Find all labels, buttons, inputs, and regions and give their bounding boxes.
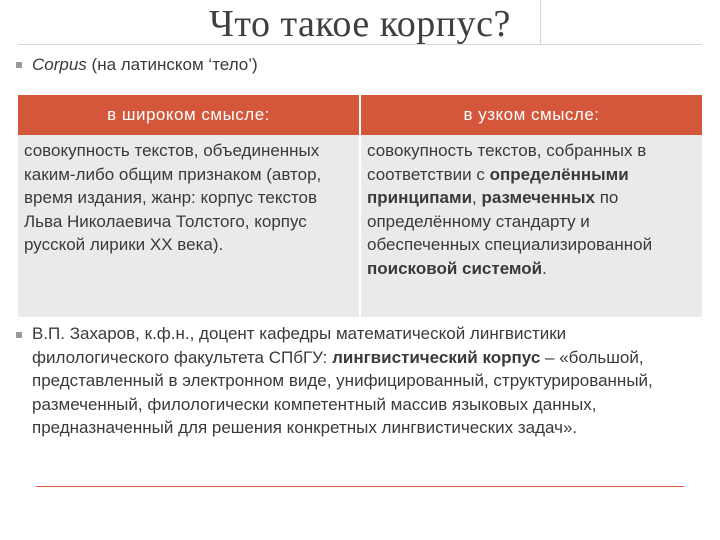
footer-divider [36, 486, 684, 487]
quote-paragraph [32, 322, 700, 440]
intro-line [32, 55, 258, 75]
table-row [18, 135, 702, 317]
slide-title: Что такое корпус? [209, 3, 511, 45]
narrow-bold-1: определёнными принципами [367, 164, 629, 207]
narrow-bold-2: размеченных [481, 188, 595, 207]
cell-broad: совокупность текстов, объединенных каким-либо общим признаком (автор, время издания, жанр: корпус текстов Льва Николаевича Толстого, корпус русской лирики XX века). [18, 135, 360, 317]
header-narrow: в узком смысле: [360, 95, 702, 135]
intro-term: Corpus [32, 55, 87, 74]
quote-text-2: – «большой, представленный в электронном виде, унифицированный, структурированный, размеченный, филологически компетентный массив языковых данных, предназначенный для решения конкретных лингвистических задач». [32, 347, 653, 437]
quote-text-1: В.П. Захаров, к.ф.н., доцент кафедры математической лингвистики филологического факультета СПбГУ: [32, 324, 567, 367]
narrow-text-2: , [472, 188, 482, 207]
bullet-square-icon [16, 332, 22, 338]
narrow-bold-3: поисковой системой [367, 258, 543, 278]
bullet-square-icon [16, 62, 22, 68]
table-header-row [18, 95, 702, 135]
narrow-text-4: . [542, 258, 547, 278]
intro-rest: (на латинском ‘тело’) [86, 55, 258, 74]
title-divider [18, 44, 702, 45]
header-broad: в широком смысле: [18, 95, 360, 135]
comparison-table [18, 95, 702, 317]
cell-narrow [360, 135, 702, 317]
narrow-text-3: по определённому стандарту и обеспеченных специализированной [367, 188, 653, 254]
narrow-text-1: совокупность текстов, собранных в соответствии с [367, 141, 647, 184]
quote-bold-term: лингвистический корпус [332, 347, 541, 367]
